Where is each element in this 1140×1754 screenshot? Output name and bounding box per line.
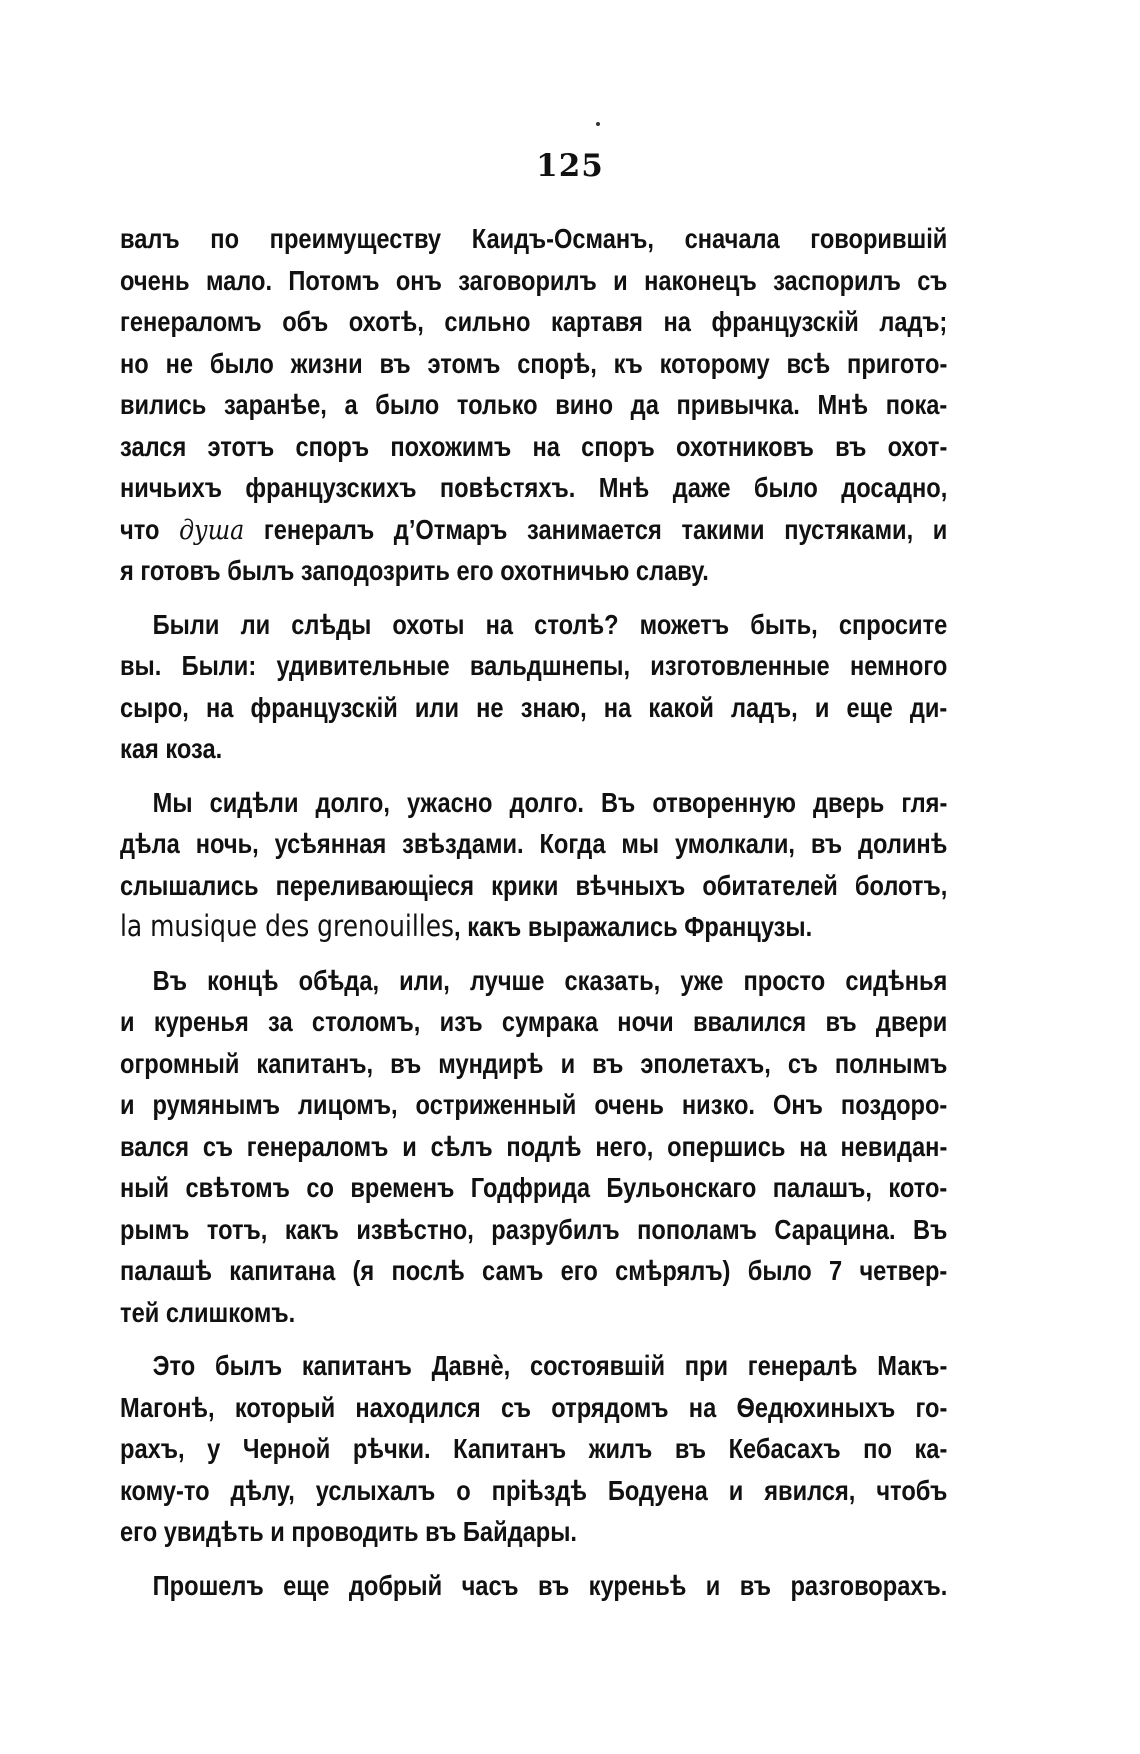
text-line: Это былъ капитанъ Давнѐ, состоявшій при генералѣ Макъ-	[152, 1350, 948, 1381]
text-line: и румянымъ лицомъ, остриженный очень низко. Онъ поздоро-	[120, 1089, 948, 1120]
text-line: рымъ тотъ, какъ извѣстно, разрубилъ пополамъ Сарацина. Въ	[120, 1213, 948, 1245]
text-line: Мы сидѣли долго, ужасно долго. Въ отворенную дверь гля-	[152, 786, 948, 818]
text-line: Прошелъ еще добрый часъ въ куреньѣ и въ разговорахъ.	[152, 1569, 948, 1601]
text-run: генералъ д’Отмаръ занимается такими пустяками, и	[244, 513, 948, 545]
paragraph-6	[120, 1565, 948, 1607]
text-line	[120, 906, 947, 948]
text-line: и куренья за столомъ, изъ сумрака ночи ввалился въ двери	[120, 1006, 948, 1037]
text-line: кая коза.	[120, 733, 223, 764]
text-line: тей слишкомъ.	[120, 1296, 296, 1328]
paragraph-1	[120, 218, 948, 592]
text-line: слышались переливающіеся крики вѣчныхъ обитателей болотъ,	[120, 869, 948, 901]
paragraph-5	[120, 1345, 948, 1553]
text-line: сыро, на французскій или не знаю, на какой ладъ, и еще ди-	[120, 691, 948, 723]
paragraph-2	[120, 604, 948, 770]
text-line: очень мало. Потомъ онъ заговорилъ и наконецъ заспорилъ съ	[120, 264, 948, 296]
text-line: огромный капитанъ, въ мундирѣ и въ эполетахъ, съ полнымъ	[120, 1047, 948, 1079]
text-run: что	[120, 513, 180, 545]
text-line: валъ по преимуществу Каидъ-Османъ, сначала говорившій	[120, 223, 948, 254]
paragraph-4	[120, 960, 948, 1334]
text-line: зался этотъ споръ похожимъ на споръ охотниковъ въ охот-	[120, 430, 948, 462]
french-phrase: la musique des grenouilles	[120, 909, 455, 943]
page-number: 125	[536, 148, 604, 184]
text-line: вились заранѣе, а было только вино да привычка. Мнѣ пока-	[120, 389, 948, 420]
text-line: кому-то дѣлу, услыхалъ о пріѣздѣ Бодуена и явился, чтобъ	[120, 1474, 948, 1506]
text-line: рахъ, у Черной рѣчки. Капитанъ жилъ въ Кебасахъ по ка-	[120, 1433, 948, 1464]
text-line: Въ концѣ обѣда, или, лучше сказать, уже просто сидѣнья	[152, 964, 948, 996]
italic-word: душа	[179, 513, 245, 546]
text-line: палашѣ капитана (я послѣ самъ его смѣрялъ) было 7 четвер-	[120, 1255, 948, 1286]
ink-speck	[596, 122, 600, 126]
text-line: Были ли слѣды охоты на столѣ? можетъ быть, спросите	[152, 608, 948, 640]
body-text	[120, 218, 948, 1618]
text-line: генераломъ объ охотѣ, сильно картавя на французскій ладъ;	[120, 306, 948, 337]
text-run: , какъ выражались Французы.	[454, 911, 813, 942]
text-line: ничьихъ французскихъ повѣстяхъ. Мнѣ даже было досадно,	[120, 472, 948, 503]
text-line: ный свѣтомъ со временъ Годфрида Бульонскаго палашъ, кото-	[120, 1172, 948, 1203]
text-line: вался съ генераломъ и сѣлъ подлѣ него, опершись на невидан-	[120, 1130, 948, 1162]
paragraph-3	[120, 782, 948, 948]
text-line: его увидѣть и проводить въ Байдары.	[120, 1516, 577, 1547]
text-line	[120, 509, 947, 551]
text-line: я готовъ былъ заподозрить его охотничью славу.	[120, 555, 709, 586]
text-line: вы. Были: удивительные вальдшнепы, изготовленные немного	[120, 650, 948, 681]
text-line: дѣла ночь, усѣянная звѣздами. Когда мы умолкали, въ долинѣ	[120, 828, 948, 859]
text-line: Магонѣ, который находился съ отрядомъ на Ѳедюхиныхъ го-	[120, 1391, 948, 1423]
text-line: но не было жизни въ этомъ спорѣ, къ которому всѣ пригото-	[120, 347, 948, 379]
